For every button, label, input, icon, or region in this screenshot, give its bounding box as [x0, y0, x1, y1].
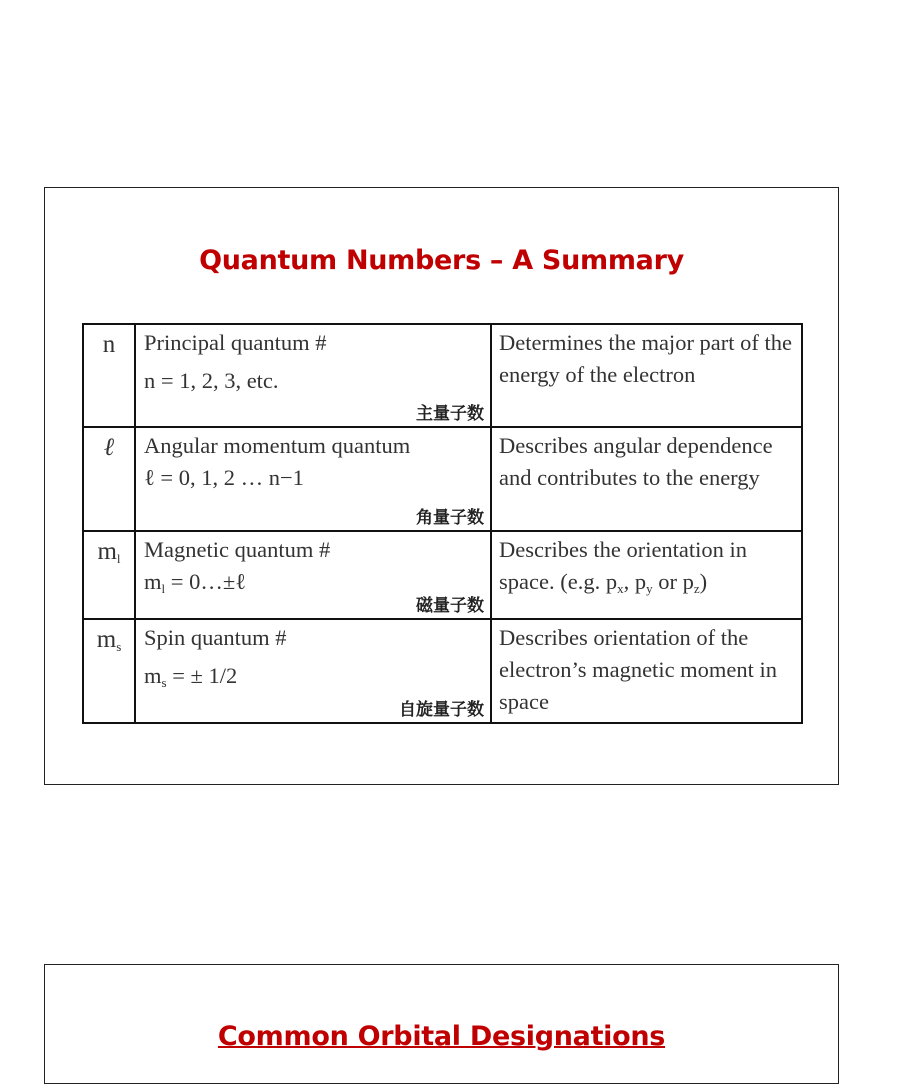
quantum-number-values: n = 1, 2, 3, etc. [144, 368, 279, 393]
symbol: n [102, 331, 116, 358]
description-cell: Describes orientation of the electron’s magnetic moment in space [491, 619, 802, 723]
symbol-cell [83, 427, 135, 531]
name-cell [135, 619, 491, 723]
quantum-number-values [144, 566, 484, 598]
slide-title: Quantum Numbers – A Summary [199, 245, 684, 276]
name-cell [135, 427, 491, 531]
description-text: , p [623, 569, 647, 594]
name-cell [135, 531, 491, 619]
description-text: ) [699, 569, 708, 594]
values-subscript: s [161, 675, 167, 690]
subscript-y: y [646, 581, 653, 596]
values-subscript: l [161, 581, 166, 596]
description-cell: Determines the major part of the energy of the electron [491, 324, 802, 427]
subscript-z: z [693, 581, 700, 596]
chinese-name: 角量子数 [416, 508, 484, 528]
quantum-numbers-table [82, 323, 803, 724]
table-row [83, 427, 802, 531]
quantum-number-name: Magnetic quantum # [144, 537, 331, 562]
subscript-x: x [617, 581, 624, 596]
quantum-number-name: Angular momentum quantum [144, 433, 411, 458]
symbol-subscript: s [116, 639, 122, 654]
values-rest: = 0…±ℓ [165, 569, 246, 594]
values-rest: = ± 1/2 [166, 663, 238, 688]
name-cell [135, 324, 491, 427]
description-text: Describes the orientation in space. (e.g. p [499, 537, 748, 594]
symbol: ℓ [103, 434, 115, 461]
symbol-cell [83, 619, 135, 723]
table-row [83, 324, 802, 427]
chinese-name: 磁量子数 [416, 596, 484, 616]
symbol: m [96, 626, 117, 653]
values-prefix: m [144, 663, 162, 688]
values-prefix: m [144, 569, 162, 594]
symbol: m [97, 538, 117, 565]
quantum-number-values [144, 660, 484, 692]
slide-orbital-designations [44, 964, 839, 1084]
quantum-number-name: Principal quantum # [144, 330, 327, 355]
description-cell: Describes angular dependence and contributes to the energy [491, 427, 802, 531]
symbol-subscript: l [116, 551, 121, 566]
table-row [83, 619, 802, 723]
description-text: or p [652, 569, 694, 594]
slide-quantum-numbers [44, 187, 839, 785]
symbol-cell [83, 324, 135, 427]
chinese-name: 主量子数 [416, 404, 484, 424]
symbol-cell [83, 531, 135, 619]
description-cell [491, 531, 802, 619]
quantum-number-values: ℓ = 0, 1, 2 … n−1 [144, 465, 304, 490]
quantum-number-name: Spin quantum # [144, 625, 287, 650]
slide-title: Common Orbital Designations [217, 1021, 666, 1052]
table-row [83, 531, 802, 619]
chinese-name: 自旋量子数 [399, 700, 484, 720]
